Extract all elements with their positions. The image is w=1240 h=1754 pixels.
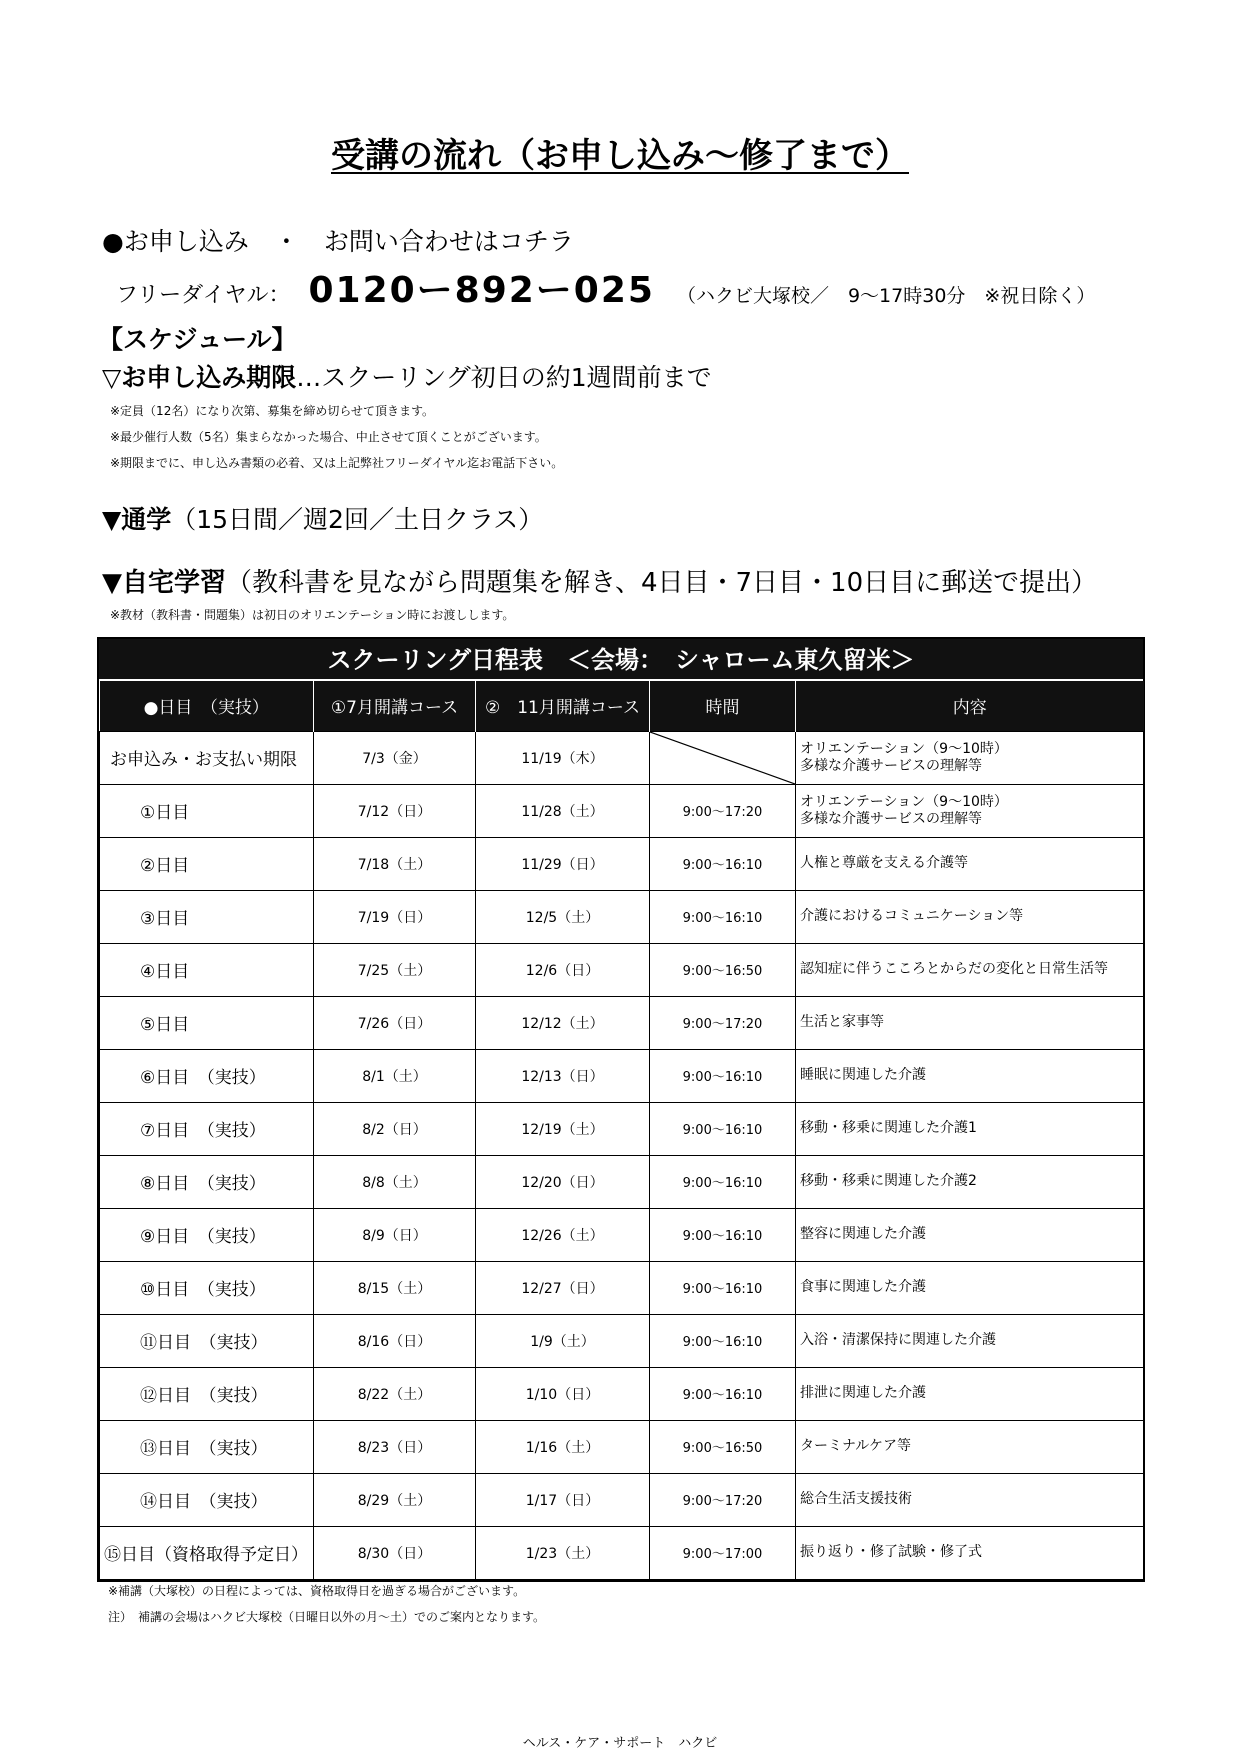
home-study-text: （教科書を見ながら問題集を解き、4日目・7日目・10日目に郵送で提出）	[226, 568, 1098, 598]
time-cell-text: 9:00～17:20	[682, 1494, 763, 1509]
july-date-cell-text: 7/26（日）	[357, 1015, 432, 1032]
time-cell	[650, 1049, 796, 1102]
time-cell	[650, 890, 796, 943]
content-cell-text: オリエンテーション（9～10時） 多様な介護サービスの理解等	[800, 740, 1008, 774]
content-cell	[796, 1261, 1144, 1314]
time-cell	[650, 837, 796, 890]
page-title-text: 受講の流れ（お申し込み～修了まで）	[331, 136, 909, 176]
july-date-cell-text: 8/8（土）	[362, 1174, 427, 1191]
november-date-cell-text: 1/17（日）	[525, 1492, 600, 1509]
time-cell-text: 9:00～16:10	[682, 1388, 763, 1403]
day-cell	[100, 1526, 314, 1579]
content-cell-text: 整容に関連した介護	[800, 1226, 926, 1242]
content-cell	[796, 837, 1144, 890]
november-date-cell-text: 11/19（木）	[521, 750, 604, 767]
day-cell-text: ①日目	[140, 803, 190, 823]
july-date-cell	[314, 1261, 476, 1314]
footnote-venue: 注） 補講の会場はハクビ大塚校（日曜日以外の月～土）でのご案内となります。	[108, 1610, 546, 1624]
time-cell	[650, 1420, 796, 1473]
content-cell-text: 移動・移乗に関連した介護1	[800, 1120, 977, 1136]
time-cell	[650, 943, 796, 996]
header-time: 時間	[650, 681, 796, 731]
content-cell	[796, 1473, 1144, 1526]
office-hours: （ハクビ大塚校／ 9～17時30分 ※祝日除く）	[676, 285, 1096, 307]
day-cell-text: ⑭日目 （実技）	[140, 1492, 268, 1512]
footnote-makeup: ※補講（大塚校）の日程によっては、資格取得日を過ぎる場合がございます。	[108, 1584, 526, 1598]
day-cell	[100, 1473, 314, 1526]
day-cell	[100, 890, 314, 943]
day-cell	[100, 1155, 314, 1208]
day-cell-text: お申込み・お支払い期限	[110, 750, 297, 770]
materials-note: ※教材（教科書・問題集）は初日のオリエンテーション時にお渡しします。	[110, 608, 515, 622]
time-cell-text: 9:00～17:00	[682, 1547, 763, 1562]
time-cell-text: 9:00～16:10	[682, 1335, 763, 1350]
time-cell	[650, 1208, 796, 1261]
time-cell-text: 9:00～16:10	[682, 1282, 763, 1297]
november-date-cell	[476, 1526, 650, 1579]
time-cell	[650, 784, 796, 837]
content-cell-text: 認知症に伴うこころとからだの変化と日常生活等	[800, 961, 1108, 977]
november-date-cell	[476, 1049, 650, 1102]
content-cell	[796, 784, 1144, 837]
july-date-cell	[314, 1526, 476, 1579]
day-cell	[100, 1314, 314, 1367]
day-cell	[100, 837, 314, 890]
day-cell	[100, 1102, 314, 1155]
november-date-cell	[476, 731, 650, 784]
november-date-cell-text: 12/26（土）	[521, 1227, 604, 1244]
schedule-heading: 【スケジュール】	[98, 325, 297, 354]
deadline-mark: ▽お申し込み期限	[102, 363, 297, 392]
november-date-cell	[476, 890, 650, 943]
time-cell	[650, 1102, 796, 1155]
day-cell	[100, 784, 314, 837]
schedule-grid	[99, 681, 1144, 1580]
table-row	[100, 1261, 1144, 1314]
attendance-text: （15日間／週2回／土日クラス）	[171, 505, 544, 534]
november-date-cell	[476, 1208, 650, 1261]
time-cell-text: 9:00～16:50	[682, 1441, 763, 1456]
july-date-cell-text: 8/15（土）	[357, 1280, 432, 1297]
november-date-cell	[476, 943, 650, 996]
content-cell	[796, 1314, 1144, 1367]
time-cell	[650, 1155, 796, 1208]
footer-company: ヘルス・ケア・サポート ハクビ	[522, 1736, 718, 1751]
july-date-cell-text: 8/22（土）	[357, 1386, 432, 1403]
time-cell	[650, 1367, 796, 1420]
november-date-cell-text: 1/10（日）	[525, 1386, 600, 1403]
header-content: 内容	[796, 681, 1144, 731]
table-row	[100, 784, 1144, 837]
header-july-course: ①7月開講コース	[314, 681, 476, 731]
day-cell-text: ⑦日目 （実技）	[140, 1121, 266, 1141]
november-date-cell-text: 12/5（土）	[525, 909, 600, 926]
time-cell-text: 9:00～16:10	[682, 911, 763, 926]
time-cell	[650, 1526, 796, 1579]
home-study-mark: ▼自宅学習	[102, 568, 226, 598]
july-date-cell-text: 8/23（日）	[357, 1439, 432, 1456]
july-date-cell	[314, 731, 476, 784]
time-cell	[650, 731, 796, 784]
content-cell-text: 総合生活支援技術	[800, 1491, 912, 1507]
november-date-cell-text: 12/19（土）	[521, 1121, 604, 1138]
note-deadline: ※期限までに、申し込み書類の必着、又は上記弊社フリーダイヤル迄お電話下さい。	[110, 456, 564, 470]
table-row	[100, 890, 1144, 943]
november-date-cell-text: 12/13（日）	[521, 1068, 604, 1085]
table-row	[100, 1367, 1144, 1420]
table-row	[100, 996, 1144, 1049]
content-cell-text: 人権と尊厳を支える介護等	[800, 855, 968, 871]
november-date-cell	[476, 784, 650, 837]
november-date-cell	[476, 1367, 650, 1420]
table-row	[100, 1526, 1144, 1579]
content-cell-text: オリエンテーション（9～10時） 多様な介護サービスの理解等	[800, 793, 1008, 827]
november-date-cell	[476, 1155, 650, 1208]
time-cell-text: 9:00～16:10	[682, 858, 763, 873]
contact-heading: ●お申し込み ・ お問い合わせはコチラ	[102, 227, 574, 256]
november-date-cell	[476, 1420, 650, 1473]
diagonal-slash	[650, 732, 795, 784]
content-cell	[796, 996, 1144, 1049]
note-capacity: ※定員（12名）になり次第、募集を締め切らせて頂きます。	[110, 404, 435, 418]
july-date-cell	[314, 943, 476, 996]
time-cell-text: 9:00～16:10	[682, 1229, 763, 1244]
november-date-cell-text: 1/9（土）	[530, 1333, 595, 1350]
content-cell-text: 移動・移乗に関連した介護2	[800, 1173, 977, 1189]
july-date-cell-text: 8/16（日）	[357, 1333, 432, 1350]
day-cell-text: ⑪日目 （実技）	[140, 1333, 268, 1353]
november-date-cell	[476, 1102, 650, 1155]
content-cell	[796, 1208, 1144, 1261]
november-date-cell-text: 11/29（日）	[521, 856, 604, 873]
content-cell-text: 振り返り・修了試験・修了式	[800, 1544, 982, 1560]
content-cell-text: 食事に関連した介護	[800, 1279, 926, 1295]
content-cell	[796, 1049, 1144, 1102]
november-date-cell-text: 12/6（日）	[525, 962, 600, 979]
day-cell-text: ④日目	[140, 962, 190, 982]
july-date-cell	[314, 1367, 476, 1420]
tel-row	[116, 262, 1095, 313]
content-cell	[796, 1367, 1144, 1420]
time-cell-text: 9:00～16:10	[682, 1070, 763, 1085]
november-date-cell	[476, 1473, 650, 1526]
july-date-cell	[314, 890, 476, 943]
tel-label: フリーダイヤル：	[116, 283, 291, 308]
day-cell-text: ⑫日目 （実技）	[140, 1386, 268, 1406]
content-cell	[796, 1102, 1144, 1155]
content-cell	[796, 943, 1144, 996]
july-date-cell-text: 8/9（日）	[362, 1227, 427, 1244]
content-cell	[796, 1526, 1144, 1579]
time-cell	[650, 996, 796, 1049]
table-row	[100, 1473, 1144, 1526]
july-date-cell	[314, 1049, 476, 1102]
tel-number[interactable]: 0120ー892ー025	[308, 270, 655, 311]
november-date-cell-text: 11/28（土）	[521, 803, 604, 820]
content-cell-text: 生活と家事等	[800, 1014, 884, 1030]
table-row	[100, 1102, 1144, 1155]
table-row	[100, 1208, 1144, 1261]
table-row	[100, 837, 1144, 890]
day-cell	[100, 1420, 314, 1473]
table-title: スクーリング日程表 ＜会場： シャローム東久留米＞	[99, 639, 1143, 681]
deadline-text: …スクーリング初日の約1週間前まで	[296, 363, 712, 392]
july-date-cell	[314, 996, 476, 1049]
day-cell	[100, 943, 314, 996]
day-cell	[100, 996, 314, 1049]
day-cell-text: ⑩日目 （実技）	[140, 1280, 266, 1300]
day-cell-text: ⑬日目 （実技）	[140, 1439, 268, 1459]
day-cell-text: ⑮日目（資格取得予定日）	[104, 1545, 308, 1565]
november-date-cell-text: 12/27（日）	[521, 1280, 604, 1297]
july-date-cell	[314, 1473, 476, 1526]
november-date-cell-text: 1/23（土）	[525, 1545, 600, 1562]
table-row	[100, 731, 1144, 784]
november-date-cell-text: 1/16（土）	[525, 1439, 600, 1456]
november-date-cell	[476, 837, 650, 890]
time-cell	[650, 1261, 796, 1314]
july-date-cell	[314, 1155, 476, 1208]
day-cell-text: ⑧日目 （実技）	[140, 1174, 266, 1194]
table-row	[100, 1314, 1144, 1367]
july-date-cell-text: 8/1（土）	[362, 1068, 427, 1085]
day-cell-text: ⑥日目 （実技）	[140, 1068, 266, 1088]
day-cell	[100, 1261, 314, 1314]
day-cell-text: ⑨日目 （実技）	[140, 1227, 266, 1247]
attendance-line	[102, 500, 543, 536]
content-cell-text: 排泄に関連した介護	[800, 1385, 926, 1401]
time-cell-text: 9:00～16:10	[682, 1123, 763, 1138]
november-date-cell-text: 12/12（土）	[521, 1015, 604, 1032]
july-date-cell	[314, 837, 476, 890]
content-cell	[796, 1155, 1144, 1208]
page-title	[0, 128, 1240, 177]
time-cell	[650, 1314, 796, 1367]
table-header-row	[100, 681, 1144, 731]
july-date-cell-text: 7/19（日）	[357, 909, 432, 926]
time-cell	[650, 1473, 796, 1526]
content-cell-text: ターミナルケア等	[800, 1438, 912, 1454]
july-date-cell	[314, 1102, 476, 1155]
november-date-cell	[476, 996, 650, 1049]
note-minimum: ※最少催行人数（5名）集まらなかった場合、中止させて頂くことがございます。	[110, 430, 547, 444]
july-date-cell-text: 7/25（土）	[357, 962, 432, 979]
day-cell	[100, 1367, 314, 1420]
table-row	[100, 943, 1144, 996]
deadline-line	[102, 358, 712, 394]
july-date-cell	[314, 1208, 476, 1261]
time-cell-text: 9:00～17:20	[682, 1017, 763, 1032]
july-date-cell-text: 8/29（土）	[357, 1492, 432, 1509]
content-cell	[796, 890, 1144, 943]
header-november-course: ② 11月開講コース	[476, 681, 650, 731]
content-cell-text: 入浴・清潔保持に関連した介護	[800, 1332, 996, 1348]
home-study-line	[102, 562, 1097, 599]
july-date-cell	[314, 1314, 476, 1367]
content-cell	[796, 1420, 1144, 1473]
july-date-cell-text: 7/3（金）	[362, 750, 427, 767]
header-day: ●日目 （実技）	[100, 681, 314, 731]
july-date-cell-text: 8/2（日）	[362, 1121, 427, 1138]
time-cell-text: 9:00～17:20	[682, 805, 763, 820]
content-cell-text: 睡眠に関連した介護	[800, 1067, 926, 1083]
november-date-cell	[476, 1261, 650, 1314]
content-cell	[796, 731, 1144, 784]
time-cell-text: 9:00～16:10	[682, 1176, 763, 1191]
content-cell-text: 介護におけるコミュニケーション等	[800, 908, 1024, 924]
schedule-table	[97, 637, 1145, 1582]
day-cell-text: ②日目	[140, 856, 190, 876]
time-cell-text: 9:00～16:50	[682, 964, 763, 979]
day-cell-text: ③日目	[140, 909, 190, 929]
day-cell	[100, 1049, 314, 1102]
day-cell	[100, 731, 314, 784]
july-date-cell-text: 7/18（土）	[357, 856, 432, 873]
november-date-cell-text: 12/20（日）	[521, 1174, 604, 1191]
attendance-mark: ▼通学	[102, 505, 172, 534]
july-date-cell-text: 8/30（日）	[357, 1545, 432, 1562]
july-date-cell	[314, 1420, 476, 1473]
table-row	[100, 1420, 1144, 1473]
july-date-cell-text: 7/12（日）	[357, 803, 432, 820]
day-cell-text: ⑤日目	[140, 1015, 190, 1035]
table-row	[100, 1155, 1144, 1208]
november-date-cell	[476, 1314, 650, 1367]
table-row	[100, 1049, 1144, 1102]
july-date-cell	[314, 784, 476, 837]
day-cell	[100, 1208, 314, 1261]
